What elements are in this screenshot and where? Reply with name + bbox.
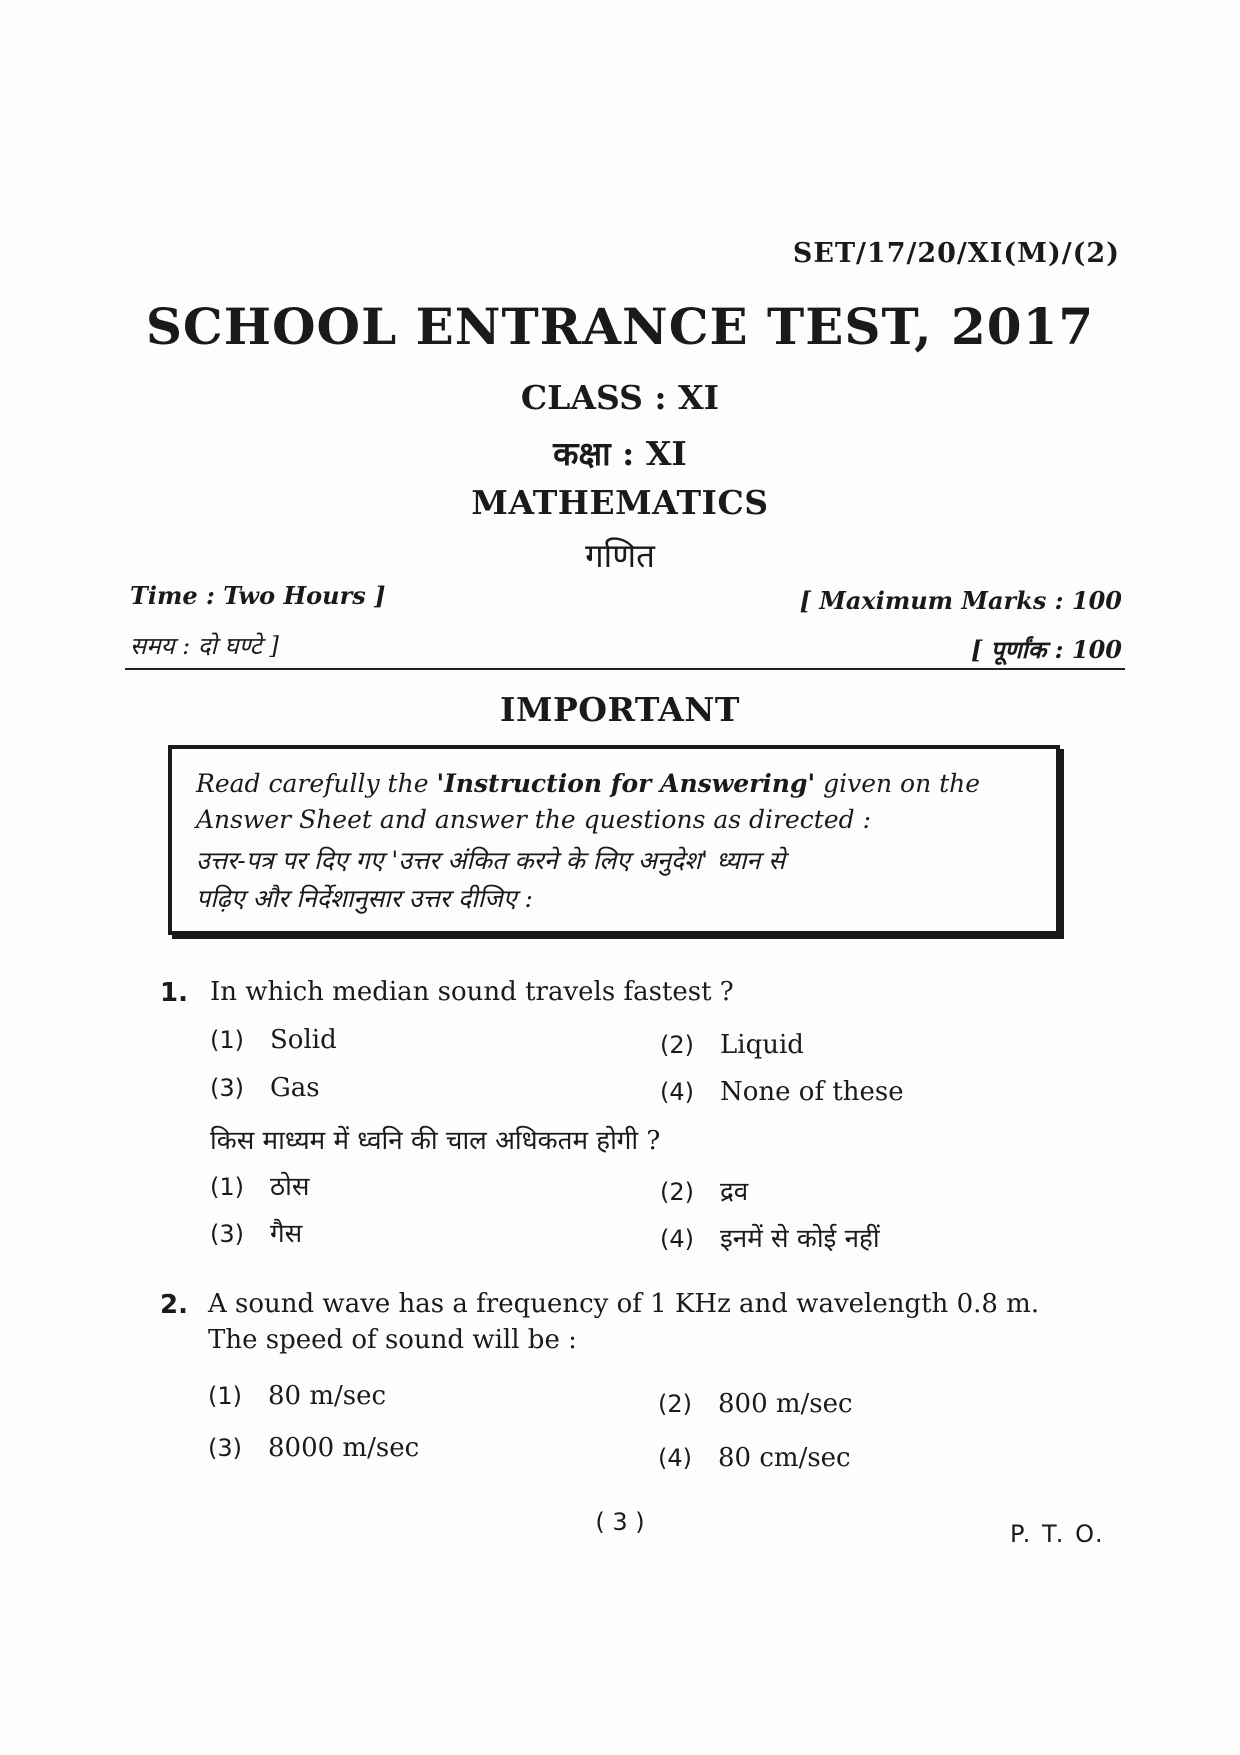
question-2-option-3: (3) 8000 m/sec [208, 1433, 420, 1463]
question-1-option-1: (1) Solid [210, 1025, 337, 1055]
question-1-option-1-hindi: (1) ठोस [210, 1172, 310, 1202]
question-2-option-1: (1) 80 m/sec [208, 1381, 387, 1411]
max-marks-hindi: [ पूर्णांक : 100 [970, 635, 1122, 664]
max-marks-english: [ Maximum Marks : 100 [799, 586, 1122, 615]
question-1-option-4-hindi: (4) इनमें से कोई नहीं [660, 1224, 880, 1254]
question-1-option-2-hindi: (2) द्रव [660, 1177, 749, 1207]
question-2-option-2: (2) 800 m/sec [658, 1389, 853, 1419]
question-2-text-line-2: The speed of sound will be : [208, 1325, 577, 1355]
instruction-line-4: पढ़िए और निर्देशानुसार उत्तर दीजिए : [196, 884, 533, 913]
please-turn-over: P. T. O. [1010, 1520, 1105, 1548]
question-2-option-4: (4) 80 cm/sec [658, 1443, 851, 1473]
instruction-box [168, 745, 1060, 935]
instruction-line-3: उत्तर-पत्र पर दिए गए 'उत्तर अंकित करने के लिए अनुदेश' ध्यान से [196, 846, 786, 875]
question-2-number: 2. [160, 1290, 188, 1320]
time-hindi: समय : दो घण्टे ] [130, 632, 279, 660]
question-2-text-line-1: A sound wave has a frequency of 1 KHz and wavelength 0.8 m. [208, 1289, 1040, 1319]
page-title: SCHOOL ENTRANCE TEST, 2017 [145, 297, 1095, 356]
subject-english: MATHEMATICS [471, 483, 769, 522]
question-1-option-4: (4) None of these [660, 1077, 904, 1107]
instruction-line-1: Read carefully the 'Instruction for Answering' given on the [196, 769, 981, 798]
question-1-number: 1. [160, 978, 188, 1008]
instruction-emphasis: 'Instruction for Answering' [436, 769, 816, 798]
subject-hindi: गणित [585, 536, 655, 575]
page-number: ( 3 ) [595, 1508, 645, 1536]
question-1-option-3: (3) Gas [210, 1073, 320, 1103]
question-1-option-2: (2) Liquid [660, 1030, 804, 1060]
time-english: Time : Two Hours ] [130, 581, 386, 610]
instruction-line-2: Answer Sheet and answer the questions as directed : [196, 805, 871, 834]
class-label-hindi: कक्षा : XI [553, 434, 687, 473]
set-code: SET/17/20/XI(M)/(2) [792, 238, 1120, 269]
important-heading: IMPORTANT [500, 690, 740, 729]
class-label-english: CLASS : XI [520, 378, 720, 417]
header-divider [125, 668, 1125, 670]
question-1-option-3-hindi: (3) गैस [210, 1219, 303, 1249]
question-1-text-english: In which median sound travels fastest ? [210, 977, 734, 1007]
question-1-text-hindi: किस माध्यम में ध्वनि की चाल अधिकतम होगी ? [210, 1126, 661, 1156]
